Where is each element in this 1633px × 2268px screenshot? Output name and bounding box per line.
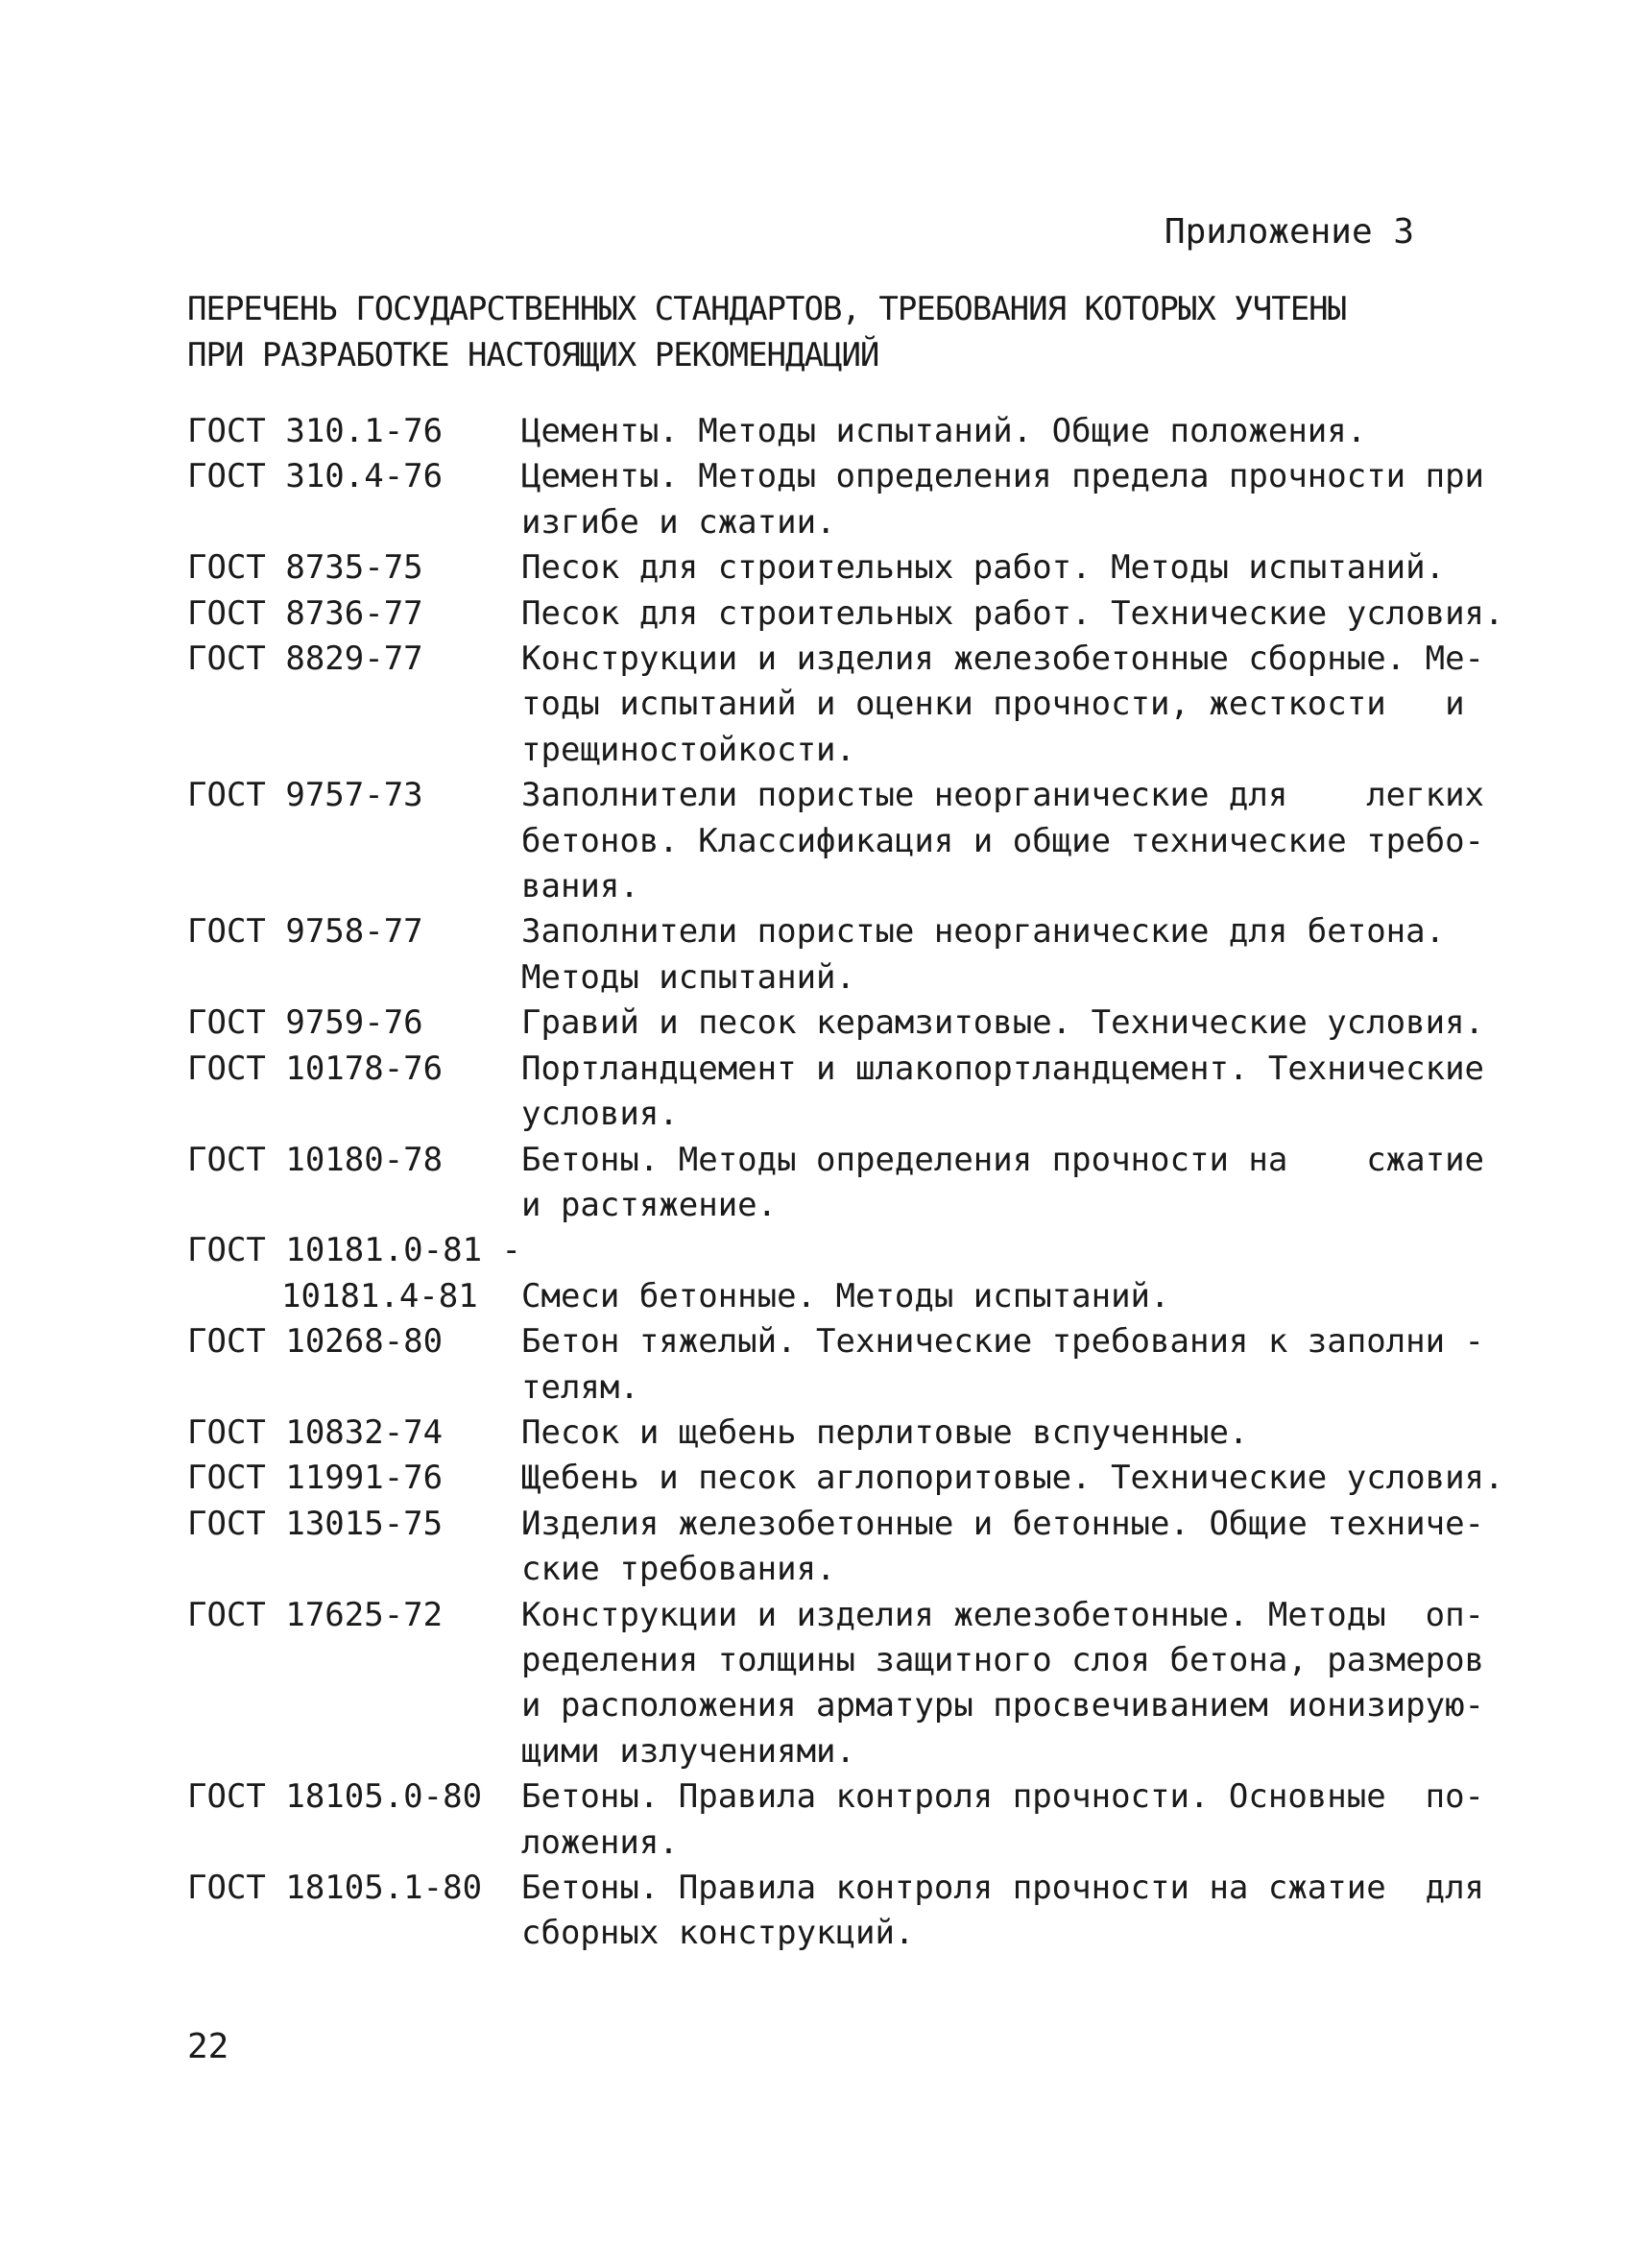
- standard-entry: [187, 1866, 1485, 1957]
- standard-code: [187, 909, 521, 1001]
- standard-code-line: ГОСТ 10181.0-81 -: [187, 1231, 521, 1270]
- standard-description-line: Конструкции и изделия железобетонные сборные. Ме-: [521, 639, 1485, 679]
- standard-code: [187, 1593, 521, 1775]
- standard-code-line: ГОСТ 17625-72: [187, 1595, 444, 1634]
- standard-description: [521, 1001, 1484, 1046]
- standard-code: [187, 591, 521, 637]
- standard-description-line: Цементы. Методы испытаний. Общие положения.: [521, 412, 1367, 450]
- standard-code-line: ГОСТ 8829-77: [187, 639, 423, 679]
- standard-entry: [187, 591, 1504, 637]
- standard-description-line: Щебень и песок аглопоритовые. Технические условия.: [521, 1459, 1504, 1498]
- standard-entry: [187, 1228, 1474, 1319]
- standard-description-line: Заполнители пористые неорганические для бетона.: [521, 912, 1446, 952]
- standard-description-line: Бетоны. Методы определения прочности на сжатие: [521, 1140, 1485, 1179]
- standard-code-line: ГОСТ 18105.1-80: [187, 1869, 483, 1907]
- standard-code-line: ГОСТ 9759-76: [187, 1003, 423, 1043]
- standard-description-line: ложения.: [521, 1822, 679, 1862]
- standard-description-line: изгибе и сжатии.: [521, 502, 836, 542]
- title-line-2: ПРИ РАЗРАБОТКЕ НАСТОЯЩИХ РЕКОМЕНДАЦИЙ: [187, 336, 879, 374]
- standard-description-line: Изделия железобетонные и бетонные. Общие техниче-: [521, 1504, 1485, 1543]
- standard-code-line: ГОСТ 11991-76: [187, 1459, 444, 1498]
- standard-code-line: ГОСТ 310.4-76: [187, 457, 444, 496]
- standard-description-line: Портландцемент и шлакопортландцемент. Технические: [521, 1049, 1485, 1088]
- standard-code-line: ГОСТ 10180-78: [187, 1140, 444, 1179]
- standard-description: [521, 454, 1484, 545]
- standard-description: [521, 1866, 1484, 1957]
- standard-code-line: ГОСТ 10832-74: [187, 1412, 444, 1452]
- standard-description-line: тоды испытаний и оценки прочности, жесткости и: [521, 685, 1465, 724]
- standard-description-line: бетонов. Классификация и общие технические требо-: [521, 821, 1485, 860]
- standard-entry: [187, 1774, 1485, 1866]
- standard-code-line: ГОСТ 8735-75: [187, 548, 423, 588]
- standard-entry: [187, 454, 1485, 545]
- standard-description-line: щими излучениями.: [521, 1731, 855, 1771]
- standard-code-line: ГОСТ 8736-77: [187, 593, 423, 633]
- standard-description-line: [521, 1228, 1474, 1273]
- standard-code: [187, 454, 521, 545]
- standard-code: [187, 1774, 521, 1866]
- standard-description-line: Бетон тяжелый. Технические требования к заполни -: [521, 1322, 1485, 1362]
- standard-description-line: Песок для строительных работ. Методы испытаний.: [521, 548, 1446, 588]
- standard-code: [187, 1411, 521, 1456]
- standard-code-line: ГОСТ 13015-75: [187, 1504, 444, 1543]
- standard-description: [521, 1411, 1474, 1456]
- page-number: 22: [187, 2027, 229, 2066]
- standard-entry: [187, 1411, 1474, 1456]
- standard-description-line: вания.: [521, 867, 639, 906]
- standard-code-line: ГОСТ 18105.0-80: [187, 1777, 483, 1817]
- standard-entry: [187, 545, 1474, 591]
- standard-description-line: Смеси бетонные. Методы испытаний.: [521, 1276, 1170, 1315]
- standard-code: [187, 409, 521, 454]
- standard-code: [187, 1866, 521, 1957]
- standard-code-line: ГОСТ 10178-76: [187, 1049, 444, 1088]
- standard-description-line: трещиностойкости.: [521, 730, 855, 769]
- standard-code: [187, 1319, 521, 1411]
- standard-description-line: сборных конструкций.: [521, 1914, 915, 1953]
- standard-description-line: условия.: [521, 1095, 679, 1134]
- standard-description-line: Бетоны. Правила контроля прочности. Основные по-: [521, 1777, 1485, 1817]
- standard-entry: [187, 1456, 1504, 1501]
- standard-code-line: ГОСТ 310.1-76: [187, 412, 444, 450]
- standard-code: [187, 1138, 521, 1229]
- standard-entry: [187, 1319, 1485, 1411]
- standards-list: [187, 409, 1504, 1957]
- standard-description: [521, 1774, 1484, 1866]
- standard-description-line: Заполнители пористые неорганические для легких: [521, 776, 1485, 815]
- standard-description: [521, 909, 1474, 1001]
- standard-description: [521, 1228, 1474, 1319]
- standard-description-line: Цементы. Методы определения предела прочности при: [521, 457, 1485, 496]
- standard-code-line: ГОСТ 9758-77: [187, 912, 423, 952]
- standard-code: [187, 545, 521, 591]
- standard-entry: [187, 637, 1485, 773]
- standard-entry: [187, 1001, 1485, 1046]
- standard-code-line: 10181.4-81: [281, 1276, 478, 1315]
- standard-description: [521, 591, 1504, 637]
- standard-entry: [187, 1047, 1485, 1138]
- standard-description-line: и растяжение.: [521, 1185, 778, 1224]
- standard-entry: [187, 773, 1485, 909]
- standard-entry: [187, 1593, 1485, 1775]
- standard-code: [187, 1456, 521, 1501]
- standard-description-line: Методы испытаний.: [521, 957, 855, 997]
- standard-code: [187, 637, 521, 773]
- standard-description-line: Гравий и песок керамзитовые. Технические условия.: [521, 1003, 1485, 1043]
- standard-code: [187, 1001, 521, 1046]
- standard-entry: [187, 1502, 1485, 1593]
- standard-code: [187, 773, 521, 909]
- standard-description-line: Песок и щебень перлитовые вспученные.: [521, 1412, 1249, 1452]
- standard-description: [521, 1138, 1484, 1229]
- standard-description: [521, 1047, 1484, 1138]
- standard-description: [521, 545, 1474, 591]
- standard-code: [187, 1502, 521, 1593]
- standard-entry: [187, 909, 1474, 1001]
- standard-description: [521, 1319, 1484, 1411]
- standard-description-line: Песок для строительных работ. Технические условия.: [521, 593, 1504, 633]
- standard-code-line: ГОСТ 9757-73: [187, 776, 423, 815]
- standard-description: [521, 637, 1484, 773]
- document-title: [187, 286, 1435, 378]
- standard-description-line: Конструкции и изделия железобетонные. Методы оп-: [521, 1595, 1485, 1634]
- standard-description: [521, 1502, 1484, 1593]
- standard-code: [187, 1228, 521, 1319]
- standard-description: [521, 1456, 1504, 1501]
- standard-description-line: ределения толщины защитного слоя бетона, размеров: [521, 1640, 1485, 1679]
- standard-description-line: и расположения арматуры просвечиванием ионизирую-: [521, 1686, 1485, 1725]
- standard-entry: [187, 409, 1474, 454]
- standard-code: [187, 1047, 521, 1138]
- appendix-label: Приложение 3: [1164, 212, 1414, 252]
- standard-description: [521, 409, 1474, 454]
- standard-description-line: ские требования.: [521, 1550, 836, 1589]
- title-line-1: ПЕРЕЧЕНЬ ГОСУДАРСТВЕННЫХ СТАНДАРТОВ, ТРЕБОВАНИЯ КОТОРЫХ УЧТЕНЫ: [187, 290, 1347, 328]
- standard-entry: [187, 1138, 1485, 1229]
- standard-description-line: телям.: [521, 1367, 639, 1407]
- standard-description-line: Бетоны. Правила контроля прочности на сжатие для: [521, 1869, 1485, 1907]
- standard-description: [521, 773, 1484, 909]
- standard-description: [521, 1593, 1484, 1775]
- standard-code-line: ГОСТ 10268-80: [187, 1322, 444, 1362]
